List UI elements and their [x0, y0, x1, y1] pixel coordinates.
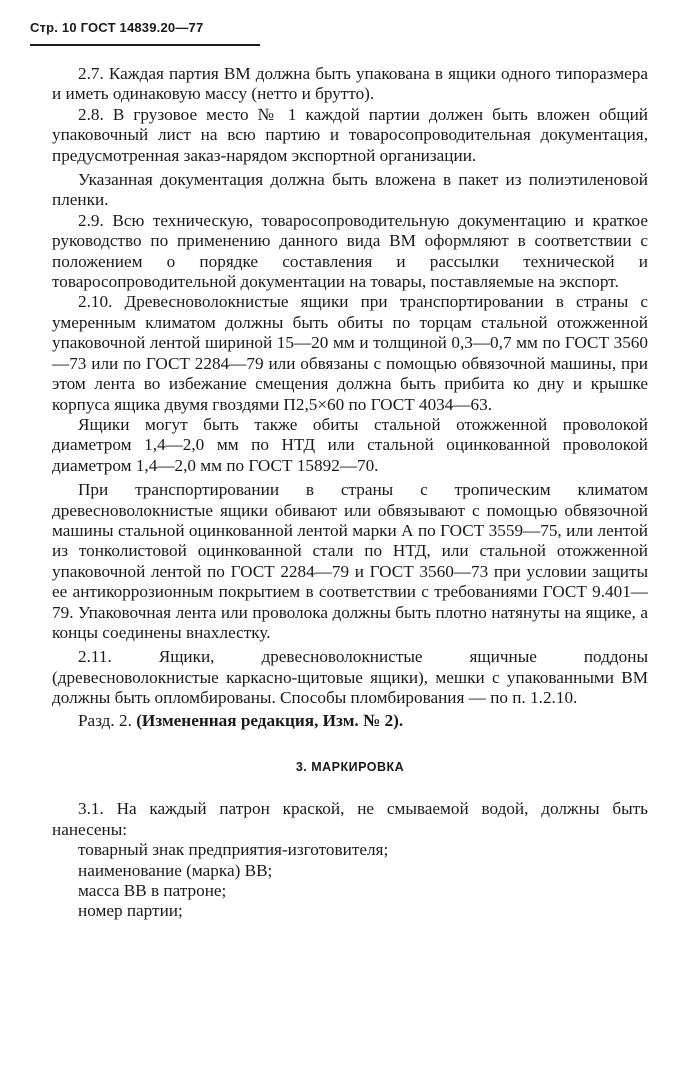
paragraph-2-7: 2.7. Каждая партия ВМ должна быть упакована в ящики одного типоразмера и иметь одинаковую массу (нетто и брутто).: [52, 64, 648, 104]
revision-note: [52, 711, 648, 731]
document-body: [52, 64, 648, 922]
paragraph-2-8-note: Указанная документация должна быть вложена в пакет из полиэтиленовой пленки.: [52, 170, 648, 210]
paragraph-2-8: 2.8. В грузовое место № 1 каждой партии должен быть вложен общий упаковочный лист на всю партию и товаросопроводительная документация, предусмотренная заказ-нарядом экспортной организации.: [52, 104, 648, 165]
section-heading-marking: 3. МАРКИРОВКА: [295, 760, 405, 774]
revision-note-prefix: Разд. 2.: [78, 710, 132, 730]
list-item: наименование (марка) ВВ;: [78, 860, 273, 880]
paragraph-2-10-tropical: При транспортировании в страны с тропическим климатом древесноволокнистые ящики обивают или обвязывают с помощью обвязочной машины стальной оцинкованной лентой марки А по ГОСТ 3559—75, или лентой из тонколистовой оцинкованной стали по НТД, или стальной отожженной упаковочной лентой по ГОСТ 2284—79 и ГОСТ 3560—73 при условии защиты ее антикоррозионным покрытием в соответствии с требованиями ГОСТ 9.401—79. Упаковочная лента или проволока должны быть плотно натянуты на ящике, а концы соединены внахлестку.: [52, 480, 648, 642]
revision-note-bold: (Измененная редакция, Изм. № 2).: [136, 710, 404, 730]
paragraph-2-10-wire: Ящики могут быть также обиты стальной отожженной проволокой диаметром 1,4—2,0 мм по НТД или стальной оцинкованной проволокой диаметром 1,4—2,0 мм по ГОСТ 15892—70.: [52, 414, 648, 475]
list-item: масса ВВ в патроне;: [78, 881, 227, 901]
list-item: товарный знак предприятия-изготовителя;: [78, 840, 389, 860]
paragraph-2-9: 2.9. Всю техническую, товаросопроводительную документацию и краткое руководство по применению данного вида ВМ оформляют в соответствии с положением о порядке составления и рассылки технической и товаросопроводительной документации на товары, поставляемые на экспорт.: [52, 210, 648, 292]
running-head: Стр. 10 ГОСТ 14839.20—77: [30, 20, 204, 35]
paragraph-2-10: 2.10. Древесноволокнистые ящики при транспортировании в страны с умеренным климатом должны быть обиты по торцам стальной отожженной упаковочной лентой шириной 15—20 мм и толщиной 0,3—0,7 мм по ГОСТ 3560—73 или по ГОСТ 2284—79 или обвязаны с помощью обвязочной машины, при этом лента во избежание смещения должна быть прибита ко дну и крышке корпуса ящика двумя гвоздями П2,5×60 по ГОСТ 4034—63.: [52, 292, 648, 414]
paragraph-2-11: 2.11. Ящики, древесноволокнистые ящичные поддоны (древесноволокнистые каркасно-щитовые ящики), мешки с упакованными ВМ должны быть опломбированы. Способы пломбирования — по п. 1.2.10.: [52, 647, 648, 708]
header-rule: [30, 44, 260, 46]
paragraph-3-1: 3.1. На каждый патрон краской, не смываемой водой, должны быть нанесены:: [52, 799, 648, 839]
list-item: номер партии;: [78, 901, 183, 921]
marking-list: [52, 840, 648, 922]
